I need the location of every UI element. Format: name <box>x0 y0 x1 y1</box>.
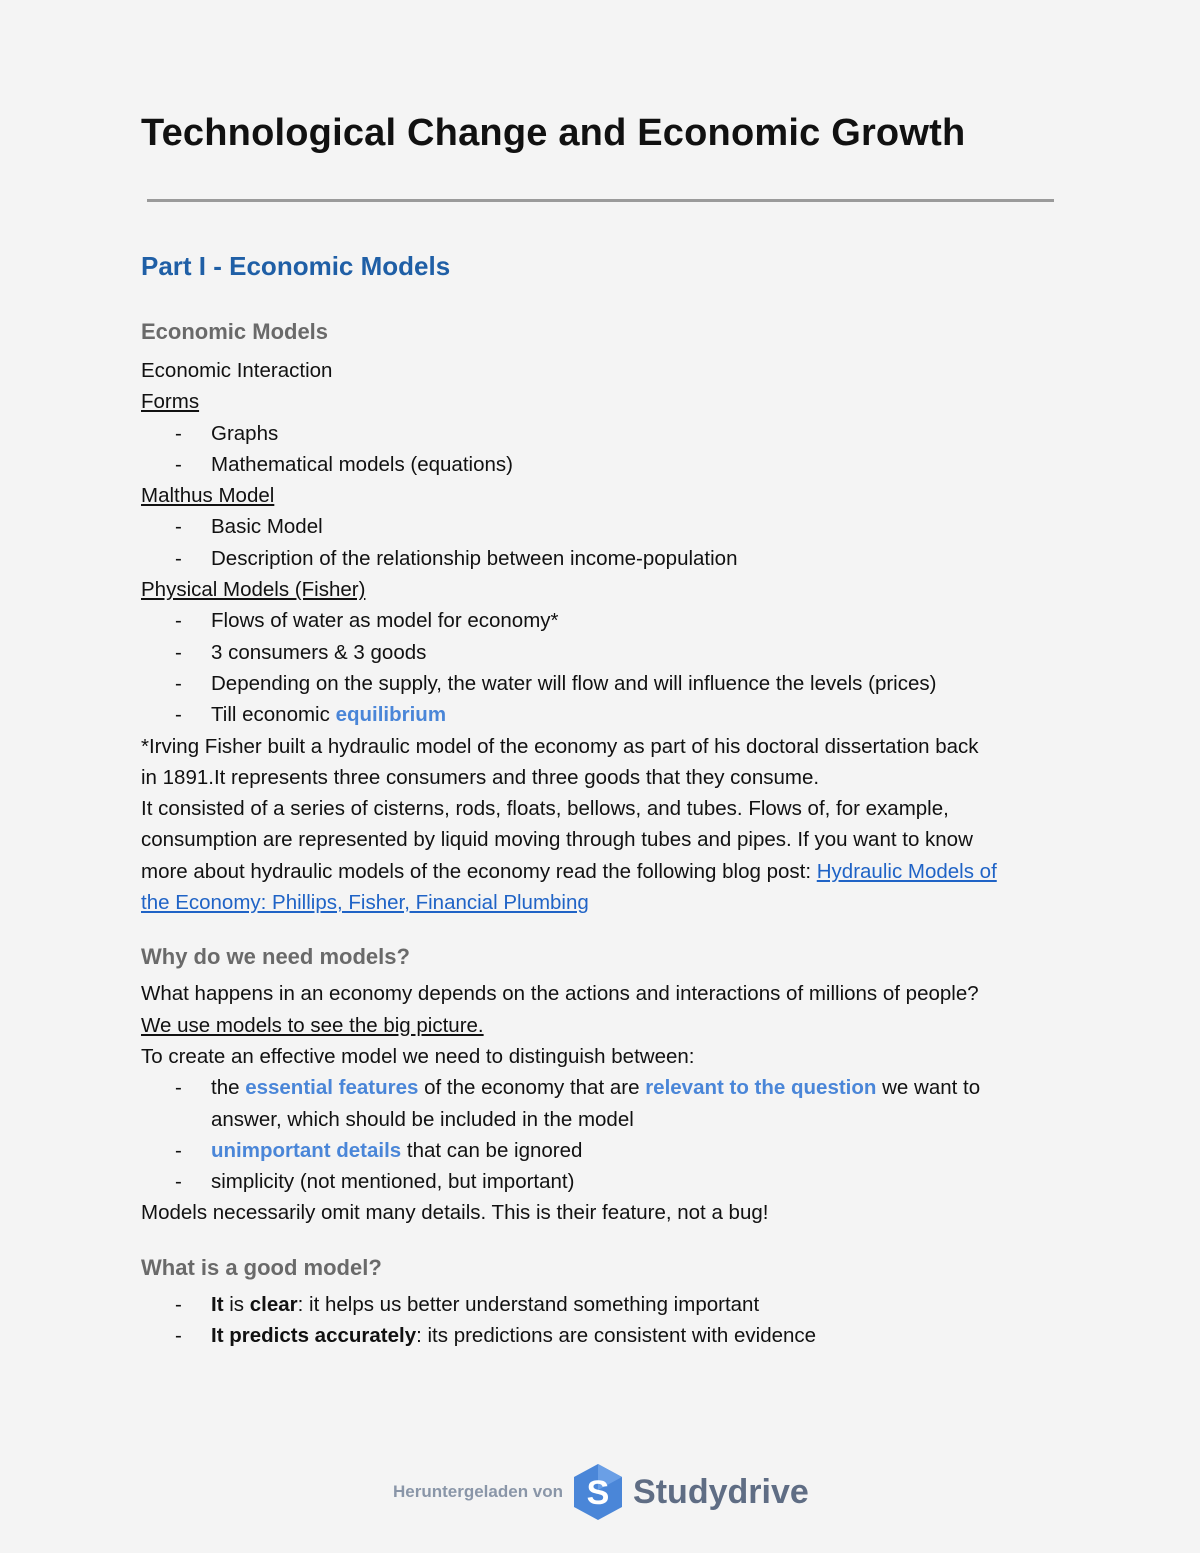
studydrive-watermark <box>393 1462 809 1522</box>
big-picture-text: We use models to see the big picture. <box>141 1013 484 1037</box>
list-item: - It predicts accurately: its predictions are consistent with evidence <box>175 1324 817 1348</box>
list-item: - Description of the relationship between income-population <box>175 546 738 570</box>
list-item: - Basic Model <box>175 515 323 539</box>
list-item: - 3 consumers & 3 goods <box>175 640 427 664</box>
highlight-relevant-question: relevant to the question <box>645 1076 877 1100</box>
forms-label: Forms <box>141 390 200 414</box>
list-item: - It is clear: it helps us better understand something important <box>175 1292 760 1316</box>
title-divider <box>147 199 1054 202</box>
footnote-line <box>141 887 1061 918</box>
subheading-economic-models: Economic Models <box>141 319 329 344</box>
paragraph-line: To create an effective model we need to distinguish between: <box>141 1044 695 1068</box>
economic-interaction-text: Economic Interaction <box>141 359 333 382</box>
footnote-line: *Irving Fisher built a hydraulic model of the economy as part of his doctoral dissertation back <box>141 734 979 758</box>
physical-models-label: Physical Models (Fisher) <box>141 578 366 602</box>
subheading-why-models: Why do we need models? <box>141 944 410 970</box>
footnote-line: more about hydraulic models of the economy read the following blog post: Hydraulic Models of <box>141 859 997 883</box>
hydraulic-models-link[interactable]: Hydraulic Models of <box>816 859 997 883</box>
downloaded-from-text: Heruntergeladen von <box>393 1482 564 1501</box>
list-item: - Graphs <box>175 421 279 445</box>
list-item: - the essential features of the economy that are relevant to the question we want to answer, which should be included in the model <box>175 1076 981 1131</box>
footnote-line: in 1891.It represents three consumers and three goods that they consume. <box>141 765 820 789</box>
svg-text:S: S <box>586 1474 610 1512</box>
list-item: - Mathematical models (equations) <box>175 452 513 476</box>
subheading-good-model: What is a good model? <box>141 1254 382 1280</box>
paragraph-line: Models necessarily omit many details. This is their feature, not a bug! <box>141 1201 769 1225</box>
highlight-equilibrium: equilibrium <box>335 703 447 727</box>
list-item: - Flows of water as model for economy* <box>175 609 559 633</box>
part-heading: Part I - Economic Models <box>141 251 451 281</box>
list-item: - Till economic equilibrium <box>175 703 447 727</box>
footnote-line: consumption are represented by liquid moving through tubes and pipes. If you want to know <box>141 828 973 852</box>
studydrive-logo-icon <box>571 1462 625 1522</box>
list-item: - simplicity (not mentioned, but important) <box>175 1170 575 1194</box>
list-item: - Depending on the supply, the water will flow and will influence the levels (prices) <box>175 671 937 695</box>
studydrive-brand-text: Studydrive <box>633 1472 809 1511</box>
paragraph-line: What happens in an economy depends on the actions and interactions of millions of people? <box>141 982 979 1006</box>
highlight-essential-features: essential features <box>245 1076 419 1100</box>
hydraulic-models-link-cont[interactable]: the Economy: Phillips, Fisher, Financial Plumbing <box>141 891 589 915</box>
highlight-unimportant-details: unimportant details <box>211 1138 402 1162</box>
footnote-line: It consisted of a series of cisterns, rods, floats, bellows, and tubes. Flows of, for example, <box>141 797 949 821</box>
malthus-label: Malthus Model <box>141 484 275 508</box>
list-item: - unimportant details that can be ignored <box>175 1138 583 1162</box>
document-title: Technological Change and Economic Growth <box>141 112 966 154</box>
document-body <box>141 315 1061 1351</box>
